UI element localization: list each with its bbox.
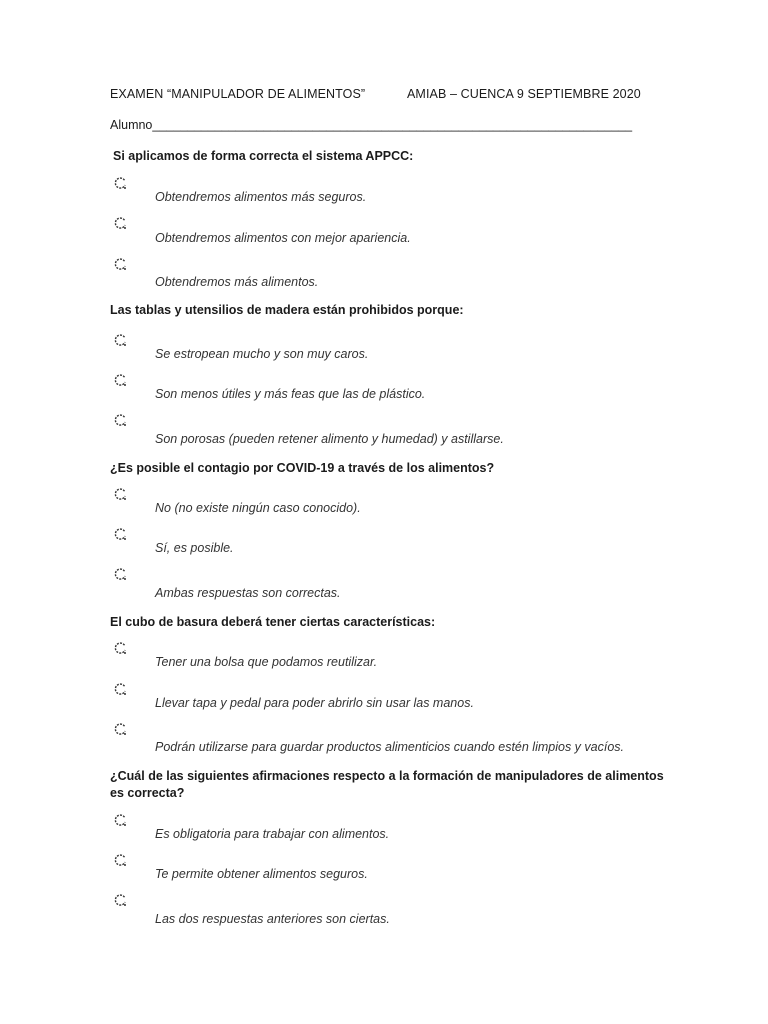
option-1-1: Obtendremos alimentos más seguros. (155, 190, 367, 204)
exam-title: EXAMEN “MANIPULADOR DE ALIMENTOS” (110, 87, 366, 101)
radio-button-icon[interactable] (114, 176, 128, 190)
option-2-2: Son menos útiles y más feas que las de plástico. (155, 387, 426, 401)
option-1-2: Obtendremos alimentos con mejor apariencia. (155, 231, 411, 245)
option-5-1: Es obligatoria para trabajar con alimentos. (155, 827, 390, 841)
exam-org-date: AMIAB – CUENCA 9 SEPTIEMBRE 2020 (407, 87, 641, 101)
radio-button-icon[interactable] (114, 257, 128, 271)
question-2: Las tablas y utensilios de madera están prohibidos porque: (110, 303, 464, 317)
radio-button-icon[interactable] (114, 641, 128, 655)
question-4: El cubo de basura deberá tener ciertas características: (110, 615, 436, 629)
radio-button-icon[interactable] (114, 373, 128, 387)
option-3-1: No (no existe ningún caso conocido). (155, 501, 361, 515)
option-3-3: Ambas respuestas son correctas. (155, 586, 341, 600)
radio-button-icon[interactable] (114, 722, 128, 736)
option-1-3: Obtendremos más alimentos. (155, 275, 319, 289)
option-5-3: Las dos respuestas anteriores son ciertas. (155, 912, 390, 926)
radio-button-icon[interactable] (114, 487, 128, 501)
option-4-1: Tener una bolsa que podamos reutilizar. (155, 655, 378, 669)
radio-button-icon[interactable] (114, 853, 128, 867)
radio-button-icon[interactable] (114, 216, 128, 230)
student-name-line: Alumno_____________________________________________________________________ (110, 118, 633, 132)
question-3: ¿Es posible el contagio por COVID-19 a través de los alimentos? (110, 461, 495, 475)
radio-button-icon[interactable] (114, 682, 128, 696)
option-2-3: Son porosas (pueden retener alimento y humedad) y astillarse. (155, 432, 504, 446)
radio-button-icon[interactable] (114, 567, 128, 581)
option-5-2: Te permite obtener alimentos seguros. (155, 867, 368, 881)
question-1: Si aplicamos de forma correcta el sistema APPCC: (113, 149, 414, 163)
radio-button-icon[interactable] (114, 527, 128, 541)
option-3-2: Sí, es posible. (155, 541, 234, 555)
radio-button-icon[interactable] (114, 413, 128, 427)
option-2-1: Se estropean mucho y son muy caros. (155, 347, 369, 361)
question-5: ¿Cuál de las siguientes afirmaciones respecto a la formación de manipuladores de alimentos es correcta? (110, 769, 664, 800)
radio-button-icon[interactable] (114, 333, 128, 347)
option-4-2: Llevar tapa y pedal para poder abrirlo sin usar las manos. (155, 696, 474, 710)
radio-button-icon[interactable] (114, 893, 128, 907)
radio-button-icon[interactable] (114, 813, 128, 827)
option-4-3: Podrán utilizarse para guardar productos alimenticios cuando estén limpios y vacíos. (155, 740, 624, 754)
